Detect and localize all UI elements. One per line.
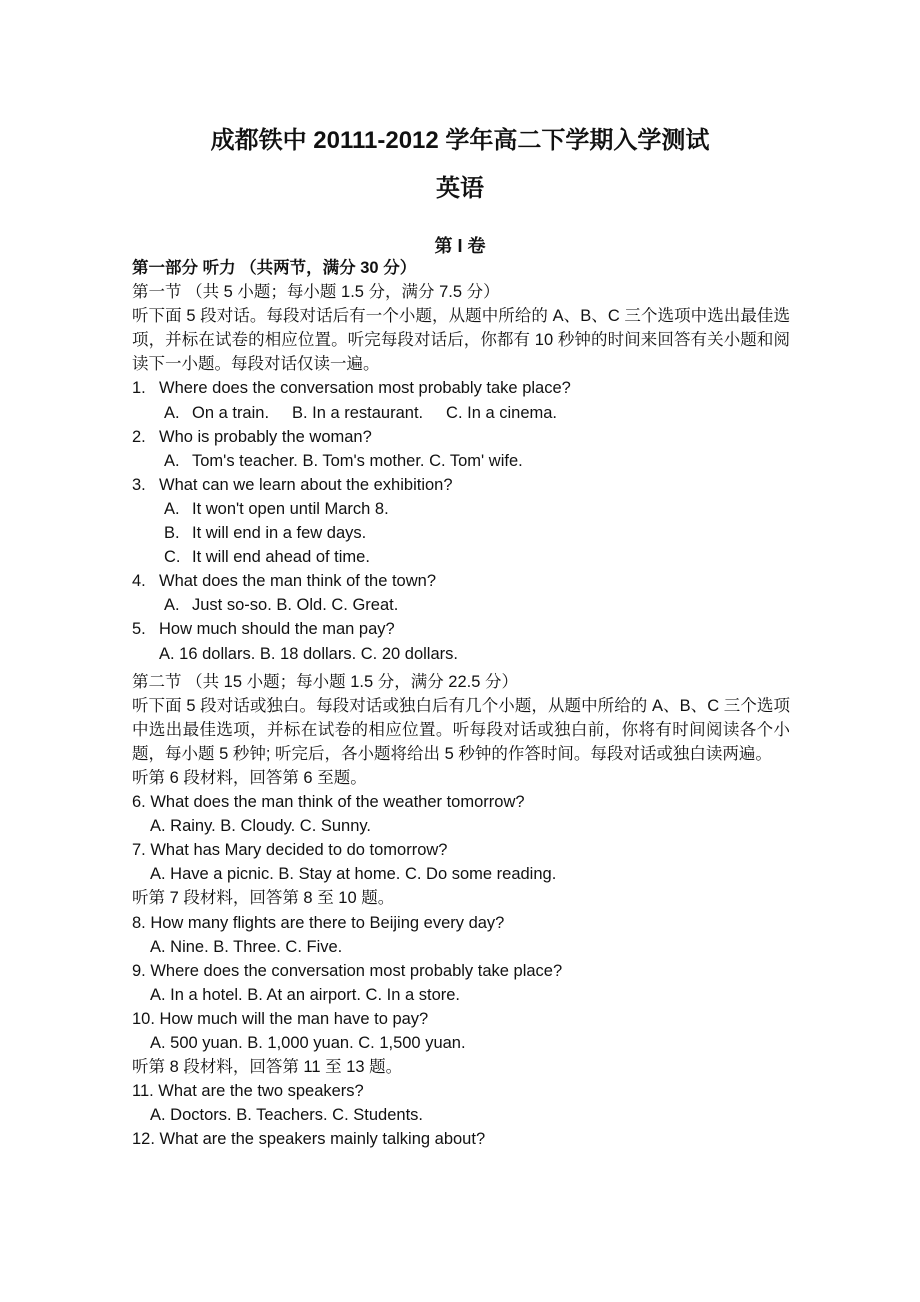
options — [132, 401, 790, 425]
option-text: Tom's teacher. B. Tom's mother. C. Tom' wife. — [192, 451, 523, 470]
question-number: 1. — [132, 379, 146, 398]
question-text: What does the man think of the town? — [159, 572, 436, 591]
section-instructions: 听下面 5 段对话。每段对话后有一个小题，从题中所给的 A、B、C 三个选项中选出最佳选项，并标在试卷的相应位置。听完每段对话后，你都有 10 秒钟的时间来回答有关小题和阅读下一小题。每段对话仅读一遍。 — [132, 307, 790, 374]
question-text: Who is probably the woman? — [159, 427, 372, 446]
options: A. 16 dollars. B. 18 dollars. C. 20 dollars. — [159, 644, 458, 663]
section-instructions: 听下面 5 段对话或独白。每段对话或独白后有几个小题，从题中所给的 A、B、C 三个选项中选出最佳选项，并标在试卷的相应位置。听每段对话或独白前，你将有时间阅读各个小题，每小题 5 秒钟; 听完后，各小题将给出 5 秒钟的作答时间。每段对话或独白读两遍。 — [132, 696, 790, 763]
options: A. Doctors. B. Teachers. C. Students. — [150, 1106, 423, 1125]
question-text: What can we learn about the exhibition? — [159, 475, 453, 494]
options — [132, 449, 790, 473]
option-letter: A. — [164, 499, 180, 518]
options: A. Nine. B. Three. C. Five. — [150, 937, 343, 956]
option-text: Just so-so. B. Old. C. Great. — [192, 596, 399, 615]
option-letter: A. — [164, 451, 180, 470]
material-heading: 听第 6 段材料，回答第 6 至题。 — [132, 768, 367, 787]
options: A. 500 yuan. B. 1,000 yuan. C. 1,500 yuan. — [150, 1034, 466, 1052]
question-number: 3. — [132, 475, 146, 494]
option-text: It will end in a few days. — [192, 524, 367, 543]
question-text: How much should the man pay? — [159, 620, 395, 639]
option-letter: A. — [164, 596, 180, 615]
question-10: 10. How much will the man have to pay? — [132, 1009, 429, 1028]
options: A. Rainy. B. Cloudy. C. Sunny. — [150, 817, 372, 836]
exam-title: 成都铁中 20111-2012 学年高二下学期入学测试 — [210, 127, 710, 154]
option-a — [132, 497, 790, 521]
option-b — [132, 521, 790, 545]
options: A. In a hotel. B. At an airport. C. In a store. — [150, 985, 460, 1004]
question-text: Where does the conversation most probably take place? — [159, 379, 571, 398]
question-4 — [132, 569, 790, 593]
volume-title: 第 I 卷 — [434, 236, 486, 256]
question-3 — [132, 473, 790, 497]
subject-title: 英语 — [436, 175, 484, 202]
question-number: 5. — [132, 620, 146, 639]
option-text: It will end ahead of time. — [192, 548, 370, 567]
exam-body — [132, 256, 790, 1151]
question-9: 9. Where does the conversation most probably take place? — [132, 961, 563, 980]
question-2 — [132, 425, 790, 449]
options — [132, 593, 790, 617]
section-heading: 第二节 （共 15 小题；每小题 1.5 分，满分 22.5 分） — [132, 672, 518, 691]
question-number: 2. — [132, 427, 146, 446]
material-heading: 听第 8 段材料，回答第 11 至 13 题。 — [132, 1058, 403, 1077]
option-letter: B. — [164, 524, 180, 543]
question-1 — [132, 376, 790, 400]
question-number: 4. — [132, 572, 146, 591]
question-7: 7. What has Mary decided to do tomorrow? — [132, 841, 448, 860]
part-heading: 第一部分 听力 （共两节，满分 30 分） — [132, 259, 417, 277]
material-heading: 听第 7 段材料，回答第 8 至 10 题。 — [132, 889, 395, 908]
option-text: On a train. B. In a restaurant. C. In a cinema. — [192, 403, 557, 422]
question-11: 11. What are the two speakers? — [132, 1082, 364, 1101]
question-8: 8. How many flights are there to Beijing every day? — [132, 913, 505, 932]
option-letter: A. — [164, 403, 180, 422]
question-5 — [132, 617, 790, 641]
option-c — [132, 545, 790, 569]
option-letter: C. — [164, 548, 181, 567]
question-6: 6. What does the man think of the weather tomorrow? — [132, 793, 525, 812]
options: A. Have a picnic. B. Stay at home. C. Do some reading. — [150, 865, 557, 884]
question-12: 12. What are the speakers mainly talking about? — [132, 1130, 486, 1149]
option-text: It won't open until March 8. — [192, 499, 389, 518]
section-heading: 第一节 （共 5 小题；每小题 1.5 分，满分 7.5 分） — [132, 283, 500, 302]
